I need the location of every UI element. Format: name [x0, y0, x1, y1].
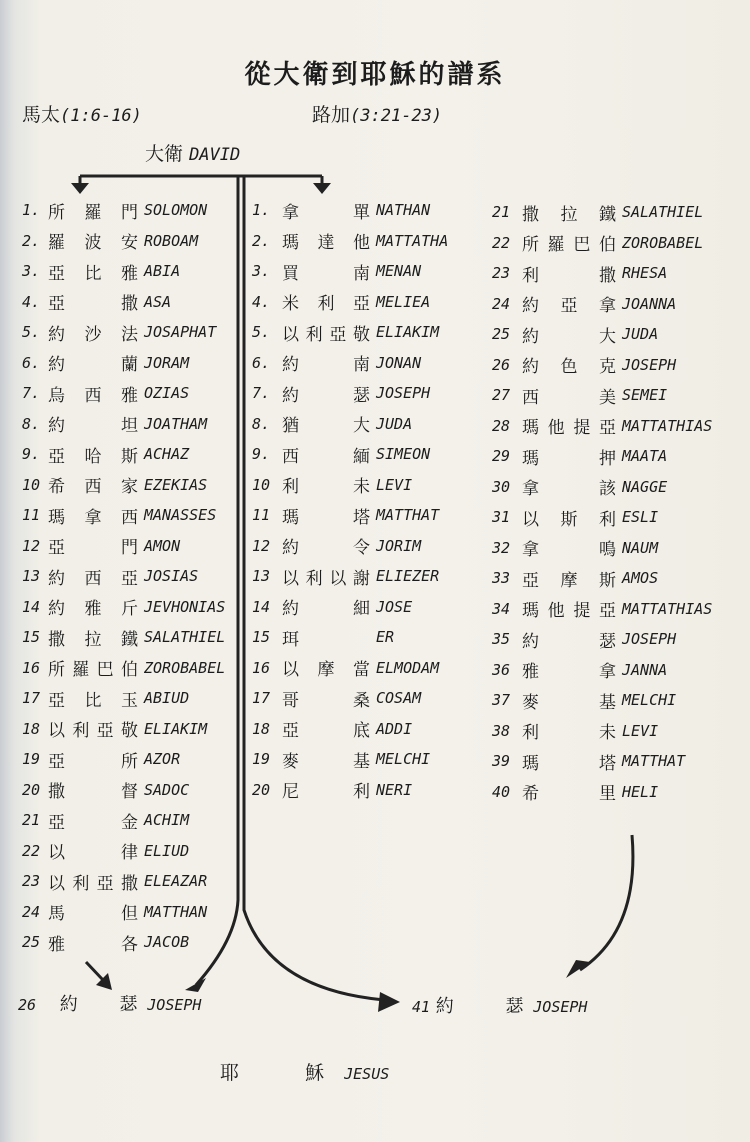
genealogy-entry	[492, 322, 658, 346]
genealogy-entry	[252, 442, 430, 466]
entry-zh: 約	[59, 994, 78, 1015]
genealogy-entry	[22, 656, 225, 680]
genealogy-entry	[22, 564, 198, 588]
entry-number: 22	[492, 233, 511, 252]
david-zh: 大衛	[145, 143, 184, 165]
entry-zh-2: 瑟	[119, 994, 138, 1015]
genealogy-entry	[492, 414, 712, 438]
genealogy-entry	[492, 261, 667, 285]
entry-zh: 約 令	[282, 538, 370, 558]
entry-number: 6.	[22, 353, 41, 372]
entry-zh: 米 利 亞	[282, 294, 370, 314]
heli-arrow-line	[580, 835, 633, 970]
entry-number: 19	[252, 750, 271, 768]
entry-en: JOSEPH	[376, 384, 431, 402]
entry-en: ROBOAM	[144, 231, 199, 250]
genealogy-entry	[22, 747, 180, 771]
genealogy-entry	[22, 229, 198, 253]
entry-zh: 馬 但	[48, 904, 138, 924]
entry-number: 8.	[252, 414, 271, 433]
entry-en: COSAM	[376, 689, 422, 707]
entry-zh: 雅 拿	[522, 662, 616, 682]
entry-number: 8.	[22, 414, 41, 433]
entry-number: 38	[492, 721, 511, 740]
entry-zh: 瑪 拿 西	[48, 507, 138, 528]
genealogy-entry	[22, 534, 180, 558]
entry-number: 16	[22, 658, 41, 677]
entry-zh: 拿 該	[522, 479, 616, 499]
entry-number: 9.	[22, 445, 41, 463]
entry-zh: 瑪 他 提 亞	[522, 418, 616, 438]
entry-number: 13	[22, 567, 41, 585]
entry-number: 2.	[22, 231, 41, 250]
entry-number: 12	[22, 536, 41, 555]
genealogy-entry	[492, 292, 676, 316]
genealogy-entry	[22, 503, 216, 527]
entry-zh: 以 摩 當	[282, 660, 370, 680]
genealogy-entry	[252, 656, 439, 680]
entry-zh: 約 色 克	[522, 357, 616, 377]
entry-number: 2.	[252, 231, 271, 250]
entry-zh: 烏 西 雅	[48, 385, 138, 406]
entry-en: MANASSES	[144, 506, 217, 524]
genealogy-entry	[252, 198, 430, 222]
entry-zh: 利 未	[282, 477, 370, 497]
entry-number: 7.	[252, 384, 271, 402]
luke-arrowhead	[378, 992, 400, 1012]
entry-number: 19	[22, 750, 41, 768]
entry-zh: 希 西 家	[48, 477, 138, 497]
entry-number: 20	[22, 780, 41, 799]
entry-en: NATHAN	[376, 201, 431, 219]
entry-number: 24	[22, 902, 41, 921]
entry-number: 17	[22, 689, 41, 707]
entry-en: JANNA	[622, 660, 668, 679]
jesus-entry	[220, 1058, 389, 1085]
genealogy-entry	[252, 381, 430, 405]
entry-zh: 利 未	[522, 723, 616, 743]
genealogy-entry	[22, 442, 189, 466]
entry-number: 25	[492, 325, 511, 343]
entry-en: ELIEZER	[376, 567, 440, 585]
entry-zh: 雅 各	[48, 934, 138, 955]
entry-en: MENAN	[376, 262, 422, 280]
genealogy-entry	[22, 686, 189, 710]
entry-en: JEVHONIAS	[144, 597, 226, 616]
matthew-ref: (1:6-16)	[60, 106, 142, 126]
entry-zh: 以 利 亞 敬	[48, 721, 138, 741]
genealogy-entry	[252, 229, 448, 253]
entry-en: MATTHAT	[376, 506, 440, 524]
entry-zh: 以 斯 利	[522, 509, 616, 530]
entry-en: SALATHIEL	[144, 628, 226, 646]
entry-number: 14	[22, 597, 41, 616]
entry-number: 20	[252, 780, 271, 799]
entry-number: 35	[492, 630, 511, 648]
joseph-matthew-entry	[18, 990, 201, 1016]
entry-en: AZOR	[144, 750, 181, 768]
genealogy-entry	[22, 320, 216, 344]
entry-zh: 拿 單	[282, 202, 370, 223]
entry-number: 11	[22, 506, 41, 524]
entry-number: 32	[492, 538, 511, 557]
entry-zh: 希 里	[522, 784, 616, 804]
genealogy-entry	[252, 473, 412, 497]
entry-en: JONAN	[376, 353, 422, 372]
entry-zh: 約 大	[522, 326, 616, 347]
entry-en: ELIAKIM	[376, 323, 440, 341]
entry-number: 3.	[252, 262, 271, 280]
entry-en: ZOROBABEL	[144, 658, 226, 677]
entry-en: ADDI	[376, 719, 413, 738]
genealogy-entry	[492, 719, 658, 743]
entry-number: 5.	[22, 323, 41, 341]
entry-number: 4.	[252, 292, 271, 311]
entry-zh: 撒 督	[48, 782, 138, 802]
entry-zh: 西 美	[522, 387, 616, 408]
genealogy-entry	[22, 778, 189, 802]
genealogy-entry	[22, 381, 189, 405]
entry-zh: 以 利 以 謝	[282, 568, 370, 589]
genealogy-entry	[252, 534, 421, 558]
entry-en: ELIAKIM	[144, 719, 208, 738]
genealogy-entry	[22, 808, 189, 832]
entry-number: 17	[252, 689, 271, 707]
genealogy-entry	[22, 839, 189, 863]
entry-number: 29	[492, 447, 511, 465]
entry-en: JUDA	[376, 414, 413, 433]
genealogy-entry	[252, 412, 412, 436]
entry-en: JOSEPH	[147, 996, 202, 1014]
entry-zh-2: 瑟	[505, 996, 524, 1017]
entry-number: 16	[252, 658, 271, 677]
entry-zh: 瑪 塔	[282, 507, 370, 528]
genealogy-entry	[252, 290, 430, 314]
genealogy-entry	[22, 625, 225, 649]
entry-en: LEVI	[376, 475, 413, 494]
genealogy-entry	[22, 900, 207, 924]
entry-en: JOANNA	[622, 294, 677, 313]
entry-zh: 約 瑟	[522, 631, 616, 652]
entry-number: 41	[412, 998, 431, 1016]
entry-en: ABIUD	[144, 689, 190, 707]
entry-en: ELEAZAR	[144, 872, 208, 890]
entry-zh: 撒 拉 鐵	[522, 204, 616, 225]
genealogy-entry	[492, 627, 676, 651]
entry-number: 1.	[252, 201, 271, 219]
entry-number: 3.	[22, 262, 41, 280]
jesus-zh: 耶	[220, 1062, 240, 1084]
genealogy-entry	[492, 200, 703, 224]
entry-zh: 亞 金	[48, 812, 138, 833]
entry-number: 18	[22, 719, 41, 738]
entry-number: 18	[252, 719, 271, 738]
entry-zh: 亞 摩 斯	[522, 570, 616, 591]
entry-zh: 所 羅 巴 伯	[48, 660, 138, 680]
entry-en: JOSAPHAT	[144, 323, 217, 341]
entry-number: 9.	[252, 445, 271, 463]
entry-en: JOSE	[376, 597, 413, 616]
genealogy-entry	[252, 564, 439, 588]
entry-zh: 亞 底	[282, 721, 370, 741]
entry-en: JOSEPH	[533, 998, 588, 1016]
entry-number: 23	[22, 872, 41, 890]
entry-en: SADOC	[144, 780, 190, 799]
genealogy-entry	[252, 595, 412, 619]
luke-ref: (3:21-23)	[350, 106, 443, 126]
entry-en: SOLOMON	[144, 201, 208, 219]
entry-en: JORIM	[376, 536, 422, 555]
entry-zh: 西 緬	[282, 446, 370, 467]
entry-en: EZEKIAS	[144, 475, 208, 494]
entry-en: MATTATHIAS	[622, 416, 713, 435]
genealogy-entry	[252, 503, 439, 527]
genealogy-entry	[22, 259, 180, 283]
entry-zh: 約 蘭	[48, 355, 138, 375]
jacob-arrow-line	[86, 962, 103, 980]
entry-number: 31	[492, 508, 511, 526]
entry-en: MATTHAN	[144, 902, 208, 921]
entry-number: 26	[492, 355, 511, 374]
entry-en: MELCHI	[622, 691, 677, 709]
genealogy-entry	[492, 475, 667, 499]
entry-zh: 瑪 達 他	[282, 233, 370, 253]
entry-en: ZOROBABEL	[622, 233, 704, 252]
entry-zh: 以 律	[48, 843, 138, 863]
genealogy-entry	[492, 749, 685, 773]
entry-zh: 約 瑟	[282, 385, 370, 406]
entry-number: 5.	[252, 323, 271, 341]
genealogy-entry	[252, 778, 412, 802]
entry-zh: 以 利 亞 敬	[282, 324, 370, 345]
entry-number: 14	[252, 597, 271, 616]
entry-zh: 麥 基	[522, 692, 616, 713]
entry-en: NAUM	[622, 538, 659, 557]
entry-en: HELI	[622, 782, 659, 801]
genealogy-entry	[492, 688, 676, 712]
genealogy-entry	[492, 658, 667, 682]
genealogy-entry	[22, 473, 207, 497]
genealogy-entry	[492, 536, 658, 560]
entry-zh: 約	[435, 996, 454, 1017]
entry-en: ESLI	[622, 508, 659, 526]
entry-number: 7.	[22, 384, 41, 402]
entry-number: 30	[492, 477, 511, 496]
genealogy-entry	[492, 566, 658, 590]
entry-number: 11	[252, 506, 271, 524]
entry-en: ER	[376, 628, 395, 646]
entry-en: ACHIM	[144, 811, 190, 829]
entry-en: AMON	[144, 536, 181, 555]
genealogy-entry	[252, 320, 439, 344]
jesus-zh-2: 穌	[305, 1062, 325, 1084]
entry-number: 22	[22, 841, 41, 860]
luke-book: 路加	[312, 104, 351, 126]
entry-number: 23	[492, 264, 511, 282]
entry-en: MELIEA	[376, 292, 431, 311]
entry-number: 28	[492, 416, 511, 435]
entry-en: MATTATHA	[376, 231, 449, 250]
entry-number: 40	[492, 782, 511, 801]
entry-zh: 撒 拉 鐵	[48, 629, 138, 650]
entry-en: MATTATHIAS	[622, 599, 713, 618]
entry-en: ABIA	[144, 262, 181, 280]
entry-zh: 約 細	[282, 599, 370, 619]
entry-number: 26	[18, 996, 37, 1014]
entry-number: 10	[22, 475, 41, 494]
genealogy-entry	[22, 351, 189, 375]
entry-zh: 約 坦	[48, 416, 138, 436]
david-en: DAVID	[189, 145, 241, 165]
genealogy-entry	[492, 231, 703, 255]
entry-zh: 麥 基	[282, 751, 370, 772]
entry-zh: 約 沙 法	[48, 324, 138, 345]
entry-en: AMOS	[622, 569, 659, 587]
entry-zh: 哥 桑	[282, 690, 370, 711]
entry-number: 33	[492, 569, 511, 587]
entry-number: 37	[492, 691, 511, 709]
genealogy-entry	[22, 869, 207, 893]
page-title: 從大衛到耶穌的譜系	[244, 60, 506, 90]
entry-zh: 猶 大	[282, 416, 370, 436]
matthew-line	[196, 176, 238, 985]
entry-zh: 利 撒	[522, 265, 616, 286]
genealogy-entry	[252, 717, 412, 741]
entry-en: ELMODAM	[376, 658, 440, 677]
entry-zh: 所 羅 巴 伯	[522, 235, 616, 255]
entry-en: MAATA	[622, 447, 668, 465]
entry-zh: 以 利 亞 撒	[48, 873, 138, 894]
entry-en: RHESA	[622, 264, 668, 282]
entry-number: 36	[492, 660, 511, 679]
entry-number: 12	[252, 536, 271, 555]
entry-zh: 亞 哈 斯	[48, 446, 138, 467]
jesus-en: JESUS	[344, 1065, 390, 1083]
entry-zh: 亞 所	[48, 751, 138, 772]
entry-number: 39	[492, 752, 511, 770]
genealogy-entry	[252, 747, 430, 771]
entry-en: ACHAZ	[144, 445, 190, 463]
genealogy-entry	[22, 198, 207, 222]
entry-number: 25	[22, 933, 41, 951]
joseph-luke-entry	[412, 992, 587, 1018]
entry-zh: 亞 門	[48, 538, 138, 558]
entry-zh: 亞 比 玉	[48, 690, 138, 711]
entry-en: JUDA	[622, 325, 659, 343]
entry-number: 24	[492, 294, 511, 313]
entry-zh: 約 西 亞	[48, 568, 138, 589]
entry-number: 13	[252, 567, 271, 585]
genealogy-entry	[252, 259, 421, 283]
entry-zh: 瑪 塔	[522, 753, 616, 774]
entry-number: 27	[492, 386, 511, 404]
genealogy-entry	[492, 444, 667, 468]
entry-number: 6.	[252, 353, 271, 372]
genealogy-entry	[252, 351, 421, 375]
genealogy-entry	[252, 686, 421, 710]
heli-arrowhead	[566, 960, 590, 978]
entry-en: JORAM	[144, 353, 190, 372]
entry-en: JOSIAS	[144, 567, 199, 585]
right-branch-arrowhead	[313, 183, 331, 194]
genealogy-entry	[492, 505, 658, 529]
genealogy-entry	[22, 717, 207, 741]
entry-number: 10	[252, 475, 271, 494]
entry-en: SALATHIEL	[622, 203, 704, 221]
entry-zh: 所 羅 門	[48, 202, 138, 223]
entry-number: 34	[492, 599, 511, 618]
entry-zh: 約 雅 斤	[48, 599, 138, 619]
entry-number: 15	[22, 628, 41, 646]
entry-zh: 約 亞 拿	[522, 296, 616, 316]
genealogy-entry	[22, 595, 225, 619]
entry-en: LEVI	[622, 721, 659, 740]
entry-zh: 羅 波 安	[48, 233, 138, 253]
entry-zh: 珥	[282, 629, 299, 650]
genealogy-entry	[22, 412, 207, 436]
entry-number: 21	[492, 203, 511, 221]
entry-zh: 亞 撒	[48, 294, 138, 314]
entry-en: OZIAS	[144, 384, 190, 402]
entry-en: NERI	[376, 780, 413, 799]
entry-en: ASA	[144, 292, 172, 311]
genealogy-entry	[22, 290, 171, 314]
genealogy-entry	[22, 930, 189, 954]
entry-en: MELCHI	[376, 750, 431, 768]
entry-zh: 瑪 他 提 亞	[522, 601, 616, 621]
genealogy-entry	[492, 383, 667, 407]
entry-zh: 約 南	[282, 355, 370, 375]
genealogy-entry	[252, 625, 394, 649]
entry-zh: 瑪 押	[522, 448, 616, 469]
entry-en: JOSEPH	[622, 355, 677, 374]
entry-number: 15	[252, 628, 271, 646]
entry-number: 21	[22, 811, 41, 829]
genealogy-entry	[492, 780, 658, 804]
entry-number: 4.	[22, 292, 41, 311]
entry-zh: 亞 比 雅	[48, 263, 138, 284]
matthew-book: 馬太	[22, 104, 61, 126]
entry-zh: 尼 利	[282, 782, 370, 802]
left-branch-arrowhead	[71, 183, 89, 194]
entry-en: SEMEI	[622, 386, 668, 404]
entry-en: JOSEPH	[622, 630, 677, 648]
entry-en: ELIUD	[144, 841, 190, 860]
entry-number: 1.	[22, 201, 41, 219]
entry-en: JACOB	[144, 933, 190, 951]
entry-en: MATTHAT	[622, 752, 686, 770]
entry-zh: 拿 鳴	[522, 540, 616, 560]
genealogy-entry	[492, 353, 676, 377]
entry-zh: 買 南	[282, 263, 370, 284]
entry-en: SIMEON	[376, 445, 431, 463]
entry-en: JOATHAM	[144, 414, 208, 433]
genealogy-entry	[492, 597, 712, 621]
entry-en: NAGGE	[622, 477, 668, 496]
